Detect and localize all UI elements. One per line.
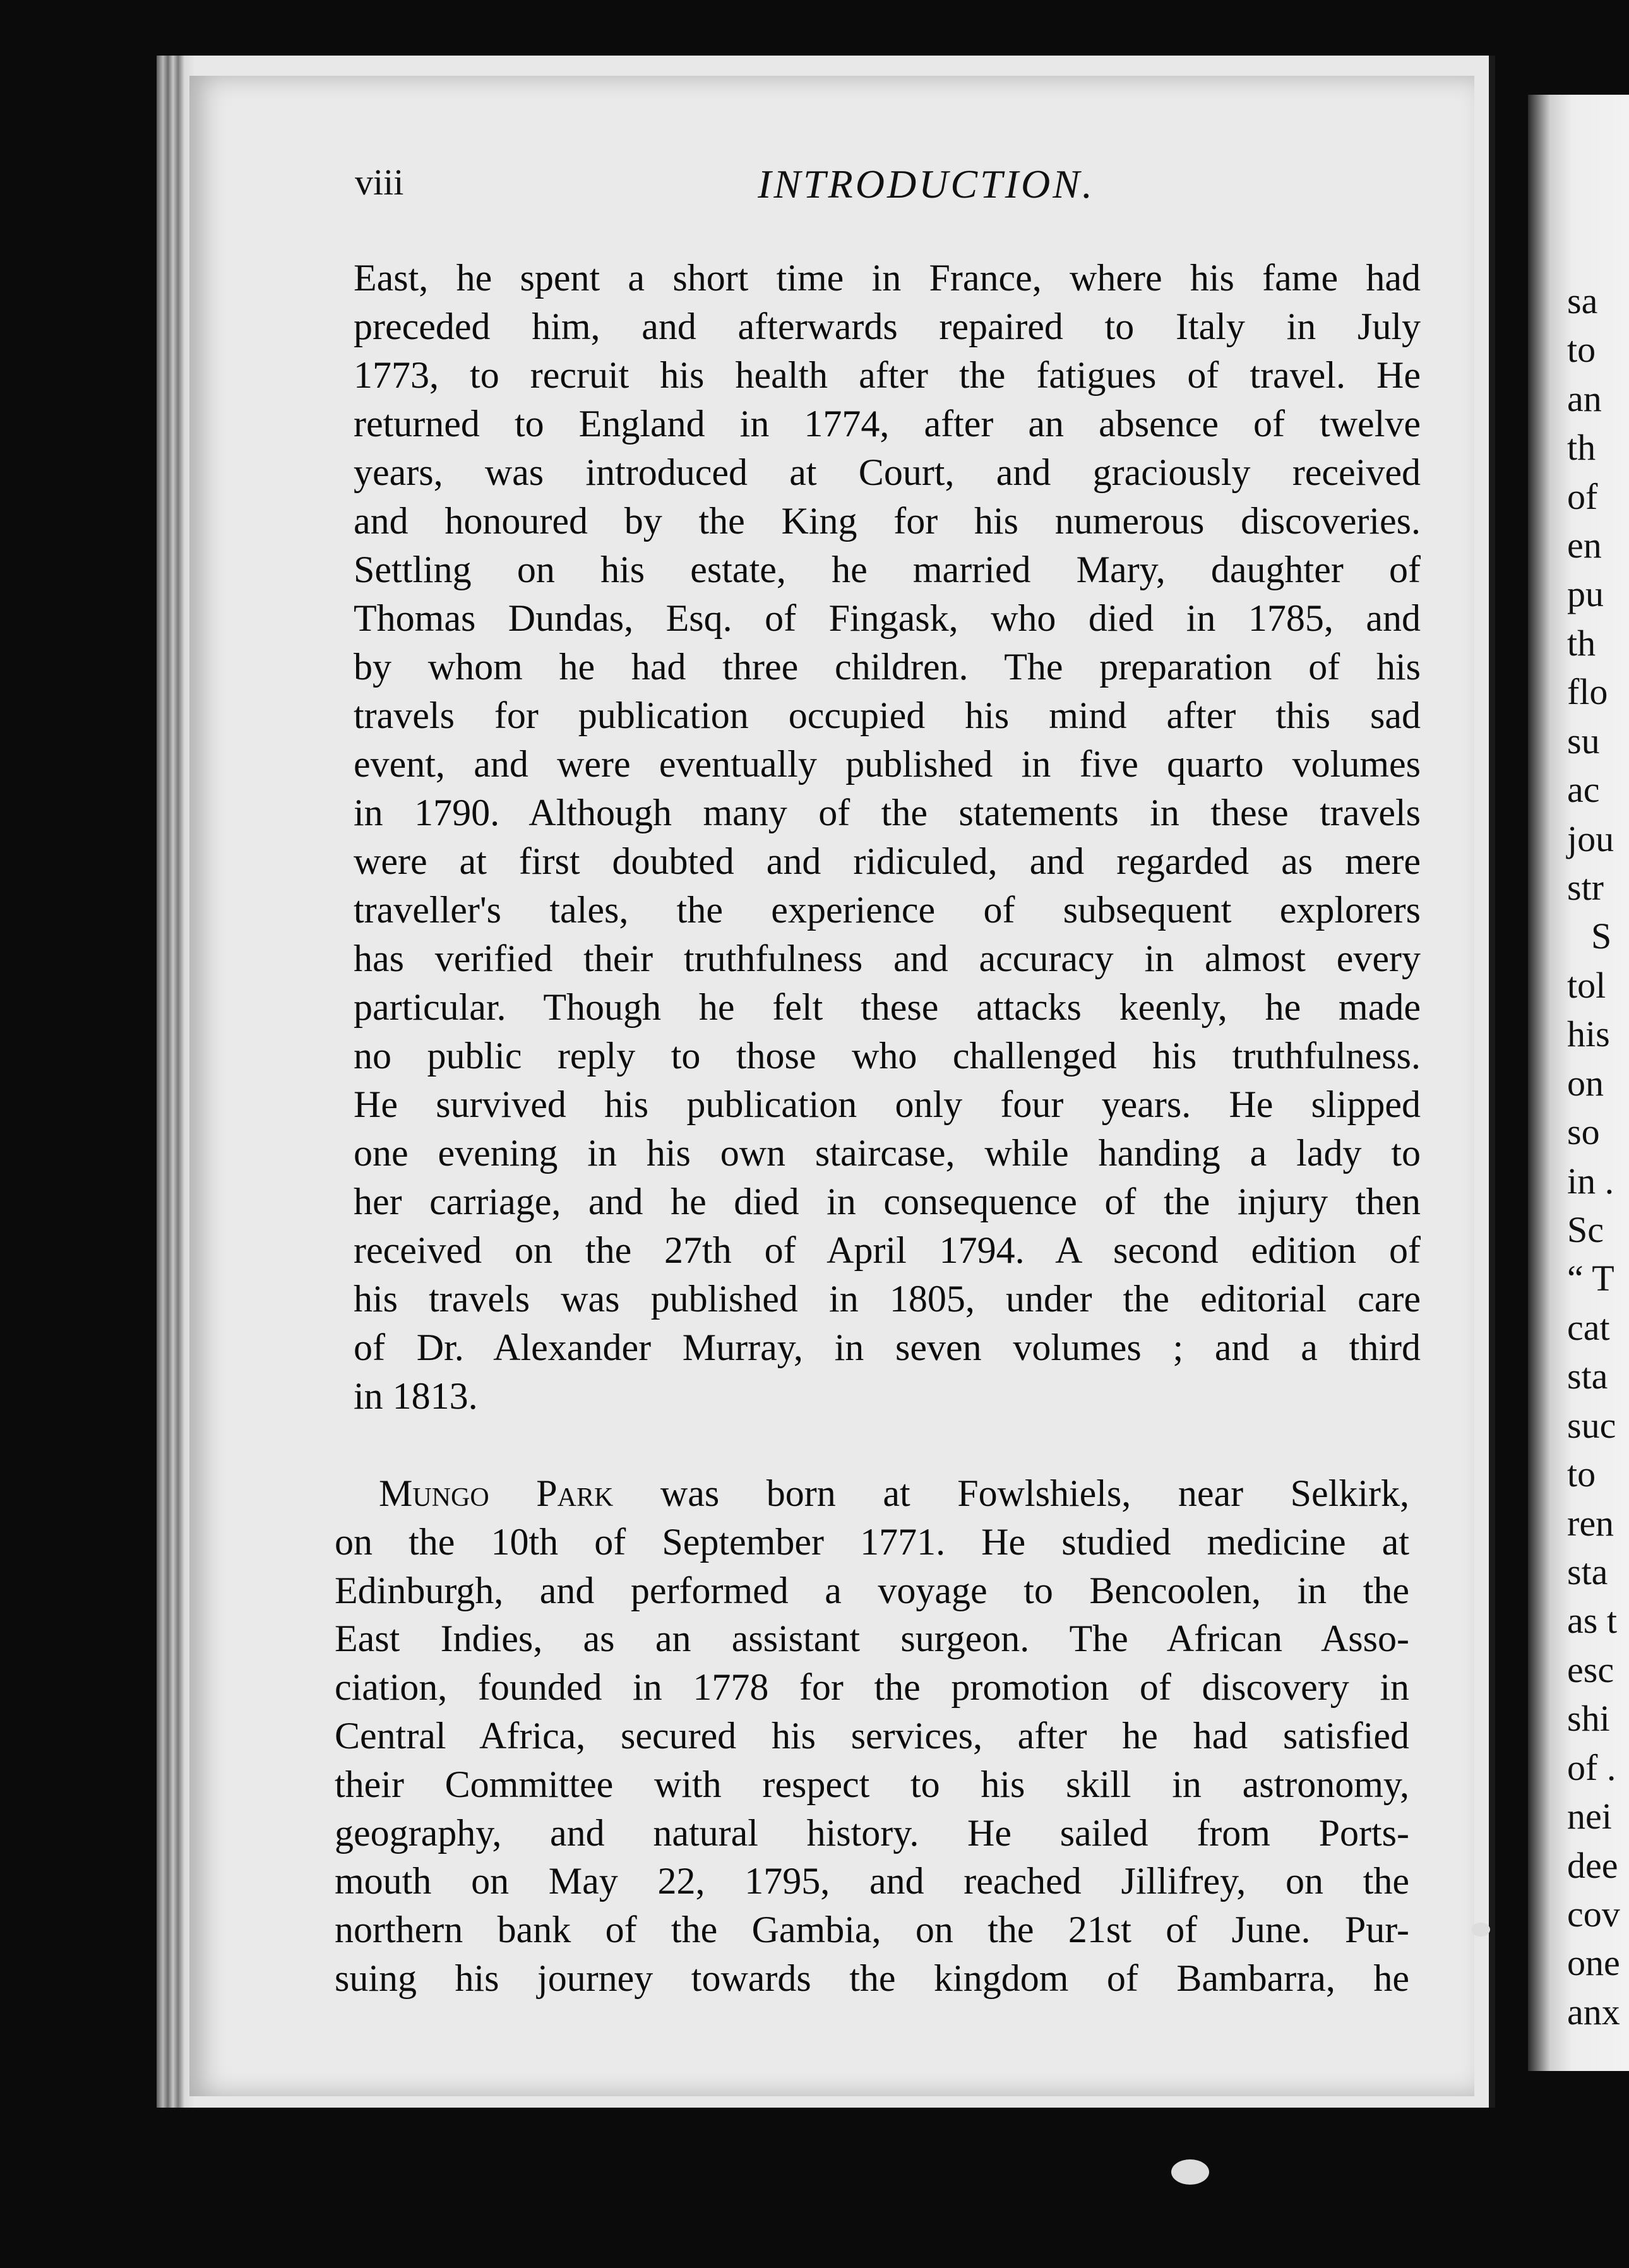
text-line: He survived his publication only four years. He slipped [354,1083,1421,1125]
page-number: viii [355,162,404,203]
facing-fragment: tol [1567,965,1606,1006]
scan-speck [1171,2159,1209,2185]
text-line: particular. Though he felt these attacks keenly, he made [354,986,1421,1028]
text-line: no public reply to those who challenged his truthfulness. [354,1035,1421,1077]
facing-fragment: nei [1567,1796,1612,1837]
facing-fragment: to [1567,1453,1596,1495]
text-line: preceded him, and afterwards repaired to Italy in July [354,306,1421,347]
text-line: in 1790. Although many of the statements in these travels [354,792,1421,833]
text-line: northern bank of the Gambia, on the 21st of June. Pur- [335,1909,1409,1951]
facing-fragment: pu [1567,573,1604,614]
facing-fragment: en [1567,525,1602,566]
text-line: one evening in his own staircase, while handing a lady to [354,1132,1421,1174]
text-line: suing his journey towards the kingdom of Bambarra, he [335,1957,1409,1999]
paragraph-ending-bruce [354,254,1421,1421]
text-line: years, was introduced at Court, and graciously received [354,451,1421,493]
facing-fragment: on [1567,1063,1604,1104]
facing-fragment: S [1591,916,1612,957]
facing-fragment: shi [1567,1698,1610,1739]
facing-fragment: cov [1567,1894,1620,1935]
facing-fragment: in . [1567,1161,1614,1202]
facing-fragment: th [1567,427,1596,468]
scan-speck [1471,1923,1490,1937]
facing-fragment: Sc [1567,1209,1604,1250]
text-run: was born at Fowlshiels, near Selkirk, [613,1472,1410,1514]
text-line: received on the 27th of April 1794. A second edition of [354,1229,1421,1271]
text-line: Settling on his estate, he married Mary, daughter of [354,549,1421,590]
text-line: Edinburgh, and performed a voyage to Bencoolen, in the [335,1569,1409,1611]
text-line: event, and were eventually published in five quarto volumes [354,743,1421,785]
text-line: her carriage, and he died in consequence of the injury then [354,1181,1421,1222]
text-line: Central Africa, secured his services, after he had satisfied [335,1714,1409,1757]
text-line: traveller's tales, the experience of subsequent explorers [354,889,1421,931]
facing-fragment: cat [1567,1307,1610,1348]
text-line: geography, and natural history. He sailed from Ports- [335,1811,1409,1854]
facing-fragment: ac [1567,769,1600,810]
facing-fragment: of . [1567,1747,1616,1788]
facing-fragment: to [1567,329,1596,370]
facing-fragment: one [1567,1942,1620,1983]
facing-fragment: suc [1567,1405,1616,1446]
text-line: by whom he had three children. The preparation of his [354,646,1421,688]
page-header [355,161,1422,212]
text-line: travels for publication occupied his mind after this sad [354,695,1421,736]
text-line: and honoured by the King for his numerous discoveries. [354,500,1421,542]
text-line: East Indies, as an assistant surgeon. The African Asso- [335,1618,1409,1660]
facing-fragment: jou [1567,818,1614,859]
text-line: in 1813. [354,1375,478,1417]
facing-fragment: anx [1567,1991,1620,2032]
facing-fragment: as t [1567,1600,1617,1641]
facing-fragment: flo [1567,671,1608,712]
facing-fragment: so [1567,1111,1600,1152]
facing-fragment: sta [1567,1356,1608,1397]
facing-fragment: esc [1567,1649,1614,1690]
facing-fragment: str [1567,867,1604,908]
text-line: ciation, founded in 1778 for the promotion of discovery in [335,1666,1409,1709]
text-line: on the 10th of September 1771. He studied medicine at [335,1520,1409,1563]
facing-fragment: an [1567,378,1602,419]
facing-page-edge [1528,95,1629,2071]
text-line: returned to England in 1774, after an absence of twelve [354,403,1421,445]
text-line: his travels was published in 1805, under the editorial care [354,1278,1421,1320]
facing-fragment: su [1567,720,1600,761]
facing-fragment: th [1567,623,1596,664]
text-line: 1773, to recruit his health after the fatigues of travel. He [354,354,1421,396]
facing-fragment: “ T [1567,1258,1614,1299]
paragraph-mungo-park [335,1469,1409,2003]
facing-fragment: ren [1567,1503,1614,1544]
text-line [335,1469,1409,1518]
text-line: of Dr. Alexander Murray, in seven volumes ; and a third [354,1327,1421,1368]
text-line: Thomas Dundas, Esq. of Fingask, who died in 1785, and [354,597,1421,639]
text-line: their Committee with respect to his skill in astronomy, [335,1763,1409,1805]
text-line: were at first doubted and ridiculed, and regarded as mere [354,840,1421,882]
text-line: mouth on May 22, 1795, and reached Jillifrey, on the [335,1860,1409,1902]
facing-fragment: sta [1567,1551,1608,1592]
facing-fragment: dee [1567,1845,1618,1886]
facing-fragment: sa [1567,280,1598,321]
facing-fragment: his [1567,1013,1610,1054]
paragraph-lead-name: Mungo Park [379,1472,614,1514]
running-head: INTRODUCTION. [758,162,1095,206]
text-line: East, he spent a short time in France, where his fame had [354,257,1421,299]
text-line: has verified their truthfulness and accuracy in almost every [354,938,1421,979]
facing-fragment: of [1567,476,1598,517]
